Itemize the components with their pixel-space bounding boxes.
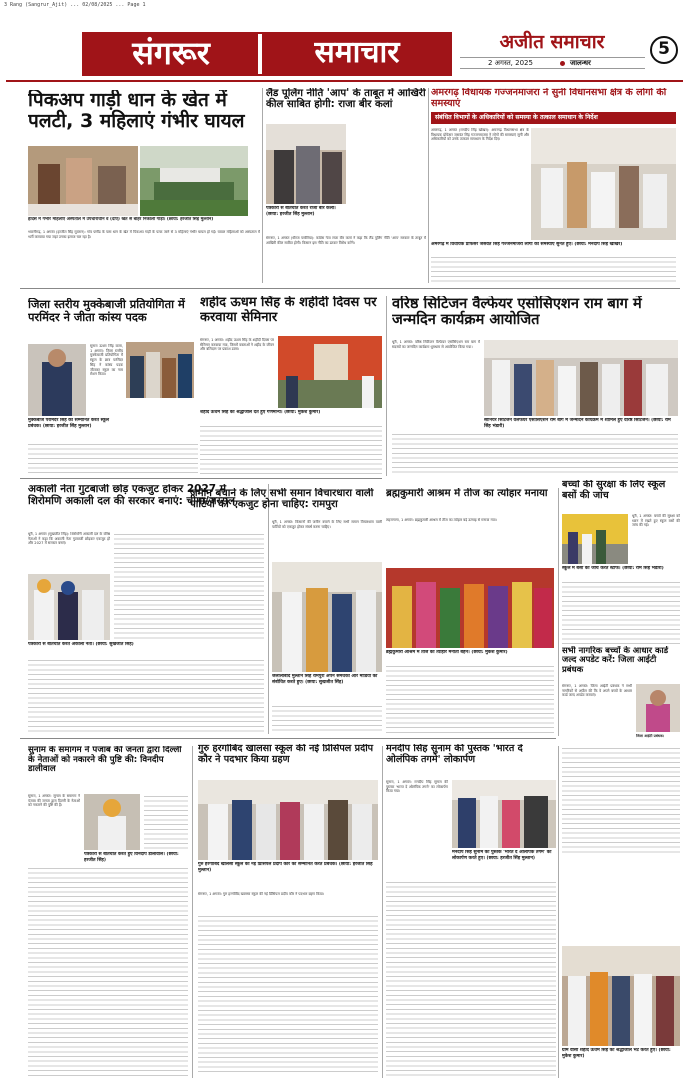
- masthead-divider: [258, 34, 262, 74]
- story7-headline: अकाली नेता गुटबाजी छोड़ एकजुट होकर 2027 में शिरोमणि अकाली दल की सरकार बनाएं: चीमा/जस्सल: [28, 484, 235, 507]
- story5-text-more: [200, 424, 382, 476]
- masthead: [82, 30, 682, 77]
- story8-text-more: [272, 704, 382, 734]
- story12-text: सुनाम, 1 अगस्त: सुनाम के समागम ने पंजाब की जनता द्वारा दिल्ली के नेताओं को नकारने की पुष्टि की है।: [28, 794, 80, 808]
- story9-caption: ब्रह्मकुमारी आश्रम में तीज का त्योहार मनातीं बहनें। (छाया: मुकेश कुमार): [386, 650, 508, 655]
- masthead-date-bar: [460, 57, 645, 69]
- story12-text-c: [28, 866, 188, 1076]
- story1-photo-truck: [140, 146, 248, 216]
- masthead-dot: [560, 61, 565, 66]
- story7-text-b: [114, 532, 264, 640]
- story1-photo: [28, 146, 138, 216]
- story13-headline: गुरु हरगोबिंद खालसा स्कूल की नई प्रिंसिपल प्रदीप कौर ने पदभार किया ग्रहण: [198, 744, 374, 765]
- story2-photo: [266, 124, 346, 204]
- top-strip: 3 Rang (Sangrur_Ajit) ... 02/08/2025 ... Page 1: [4, 2, 146, 8]
- story12-headline: सुनाम के समागम ने पंजाब की जनता द्वारा दिल्ली के नेताओं को नकारने की पुष्टि की: विनदीप डालीवाल: [28, 746, 182, 775]
- story14-col-divider: [558, 746, 559, 1078]
- story3-photo: [531, 128, 676, 240]
- story7-caption: पत्रकारों से बातचीत करते अकाली नेता। (छाया: सुखजीत सिंह): [28, 642, 134, 647]
- story10-text: धूरी, 1 अगस्त: बच्चों की सुरक्षा को ध्यान में रखते हुए स्कूल बसों की जांच की गई।: [632, 514, 680, 528]
- story12-caption: पत्रकारों से बातचीत करते हुए विनदीप डालीवाल। (छाया: हरजीत सिंह): [84, 852, 179, 863]
- story9-text: लहरागागा, 1 अगस्त: ब्रह्मकुमारी आश्रम में तीज का त्योहार बड़े उत्साह से मनाया गया।: [386, 518, 497, 522]
- story9-headline: ब्रह्मकुमारी आश्रम में तीज का त्योहार मनाया: [386, 488, 548, 499]
- story4-text-a: सुनाम ऊधम सिंह वाला, 1 अगस्त: जिला स्तरीय मुक्केबाजी प्रतियोगिता में स्कूल के छात्र परमिंदर सिंह ने कांस्य पदक जीतकर स्कूल का नाम रोशन किया।: [90, 344, 123, 377]
- story5-headline: शहीद ऊधम सिंह के शहीदी दिवस पर करवाया सेमिनार: [200, 296, 377, 325]
- story10-caption: स्कूल में बसों की जांच करते स्टाफ। (छाया: राम सिंह भंडारी): [562, 566, 664, 571]
- row-rule-3: [20, 738, 556, 739]
- story3-text: अमरगढ़, 1 अगस्त (मनदीप सिंह खोखर): अमरगढ़ विधानसभा क्षेत्र के विधायक प्रोफेसर जसवंत सिंह गज्जनमाजरा ने लोगों की समस्याएं सुनीं और अधिकारियों को उनके तत्काल समाधान के निर्देश दिए।: [431, 128, 529, 142]
- story3-subheadline: संबंधित विभागों के अधिकारियों को समस्या के तत्काल समाधान के निर्देश: [435, 114, 598, 121]
- story14-headline: मनदीप सिंह सुनाम की पुस्तक 'भारत दे ओलंपिक तगमे' लोकार्पण: [386, 744, 523, 765]
- story2-col-divider: [428, 88, 429, 283]
- story15-photo: [562, 946, 680, 1046]
- story12-text-b: [144, 794, 188, 850]
- story12-col-divider: [192, 746, 193, 1078]
- story11-photo: [636, 684, 680, 732]
- story2-headline: लैंड पूलिंग नीति 'आप' के ताबूत में आखिरी कील साबित होगी: राजा बीर कलां: [266, 88, 426, 111]
- story7-col-divider: [268, 484, 269, 734]
- story8-caption: जलालाबाद मुल्तान सिंह रामपुरा अपने समर्थकों और मीडिया को संबोधित करते हुए। (छाया: सुखजीत सिंह): [272, 674, 378, 685]
- story1-text: भवानीगढ़, 1 अगस्त (हरजीत सिंह मुल्तान): गांव फ्लौंड के पास धान के खेत में पिकअप गाड़ी के पलट जाने से 3 महिलाएं गंभीर घायल हो गई। घायल महिलाओं को अस्पताल में भर्ती करवाया गया जहां उनका इलाज चल रहा है।: [28, 230, 260, 239]
- story14-photo: [452, 780, 556, 848]
- story4-headline: जिला स्तरीय मुक्केबाजी प्रतियोगिता में परमिंदर ने जीता कांस्य पदक: [28, 298, 185, 324]
- story9-col-divider: [558, 488, 559, 736]
- masthead-right-word: समाचार: [314, 35, 400, 70]
- row-rule-1: [20, 288, 680, 289]
- story13-text-more: [198, 914, 378, 1076]
- story11-headline: सभी नागरिक बच्चों के आधार कार्ड जल्द अपडेट करें: जिला आईटी प्रबंधक: [562, 646, 669, 674]
- story6-headline: वरिष्ठ सिटिजन वैल्फेयर एसोसिएशन राम बाग में जन्मदिन कार्यक्रम आयोजित: [392, 296, 642, 329]
- story10-photo: [562, 514, 628, 564]
- story3-headline: अमरगढ़ विधायक गज्जनमाजरा ने सुनी विधानसभा क्षेत्र के लोगों की समस्याएं: [431, 88, 667, 109]
- story7-text-c: [28, 658, 264, 732]
- story15-caption: ग्राम वासी शहीद ऊधम सिंह को श्रद्धांजलि भेंट करते हुए। (छाया: मुकेश कुमार): [562, 1048, 671, 1059]
- story11-text-more: [562, 746, 680, 856]
- story2-caption: पत्रकारों से बातचीत करते राजा बीर कलां। (छाया: हरजीत सिंह मुल्तान): [266, 206, 336, 217]
- story2-text: संगरूर, 1 अगस्त (धीरज पसोरिया): कांग्रेस नेता राजा बीर कलां ने कहा कि लैंड पूलिंग नीति 'आप' सरकार के ताबूत में आखिरी कील साबित होगी। किसान इस नीति का डटकर विरोध करेंगे।: [266, 236, 426, 245]
- masthead-left-word: संगरूर: [132, 34, 210, 72]
- story3-subheadline-bar: [431, 112, 676, 124]
- story13-photo: [198, 780, 378, 860]
- story1-caption: हादसे में गंभीर महिलाएं अस्पताल में उपचाराधीन व (दाएं) खेत से बाहर निकाली गाड़ी। (छाया: हरजीत सिंह मुल्तान): [28, 217, 214, 222]
- masthead-paper-name: अजीत समाचार: [499, 31, 605, 53]
- story9-photo: [386, 568, 554, 648]
- story8-photo: [272, 562, 382, 672]
- story11-text: संगरूर, 1 अगस्त: जिला आईटी प्रबंधक ने सभी नागरिकों से अपील की कि वे अपने बच्चों के आधार कार्ड जल्द अपडेट करवाएं।: [562, 684, 632, 698]
- story6-caption: सीनियर सिटिजन वेलफेयर एसोसिएशन राम बाग में जन्मदिन कार्यक्रम में शामिल हुए वरिष्ठ सिटिजन। (छाया: राम सिंह भंडारी): [484, 418, 671, 429]
- story6-photo: [484, 340, 678, 416]
- story3-caption: अमरगढ़ में विधायक प्रोफेसर जसवंत सिंह गज्जनमाजरा लोगों की समस्याएं सुनते हुए। (छाया: मनदीप सिंह खोखर): [431, 242, 623, 247]
- story5-text: संगरूर, 1 अगस्त: शहीद ऊधम सिंह के शहीदी दिवस पर सेमिनार करवाया गया, जिसमें वक्ताओं ने शहीद के जीवन और बलिदान पर प्रकाश डाला।: [200, 338, 274, 352]
- story5-col-divider: [386, 296, 387, 476]
- page-number-badge: 5: [650, 36, 678, 64]
- masthead-date: 2 अगस्त, 2025: [488, 59, 533, 67]
- story6-text: धूरी, 1 अगस्त: वरिष्ठ सिटिजन वैल्फेयर एसोसिएशन राम बाग में सदस्यों का जन्मदिन कार्यक्रम धूमधाम से आयोजित किया गया।: [392, 340, 480, 349]
- story14-text: सुनाम, 1 अगस्त: मनदीप सिंह सुनाम की पुस्तक 'भारत दे ओलंपिक तगमे' का लोकार्पण किया गया।: [386, 780, 448, 794]
- story14-text-more: [386, 880, 556, 1076]
- story7-text-a: धूरी, 1 अगस्त (सुखजीत सिंह): शिरोमणि अकाली दल के वरिष्ठ नेताओं ने कहा कि अकाली नेता गुटबाजी छोड़कर एकजुट हों और 2027 में सरकार बनाएं।: [28, 532, 110, 546]
- story5-photo: [278, 336, 382, 408]
- story13-text: संगरूर, 1 अगस्त: गुरु हरगोबिंद खालसा स्कूल की नई प्रिंसिपल प्रदीप कौर ने पदभार ग्रहण किया।: [198, 892, 325, 896]
- masthead-rule: [6, 80, 683, 82]
- story11-caption: जिला आईटी प्रबंधक।: [636, 734, 665, 738]
- story4-caption: मुक्केबाज परमिंदर सिंह को सम्मानित करते स्कूल प्रबंधक। (छाया: हरजीत सिंह मुल्तान): [28, 418, 110, 429]
- story5-caption: शहीद ऊधम सिंह को श्रद्धांजलि देते हुए गणमान्य। (छाया: मुकेश कुमार): [200, 410, 321, 415]
- story6-text-more: [392, 432, 678, 476]
- story8-text: धूरी, 1 अगस्त: किसानों की जमीन बचाने के लिए सभी समान विचारधारा वाली पार्टियों को एकजुट होकर संघर्ष करना चाहिए।: [272, 520, 382, 529]
- story9-text-more: [386, 664, 554, 734]
- story7-photo: [28, 574, 110, 640]
- row-rule-2: [20, 478, 382, 479]
- story4-text-b: [28, 442, 198, 476]
- story10-text-more: [562, 580, 680, 644]
- story13-caption: गुरु हरगोबिंद खालसा स्कूल की नई प्रिंसिपल प्रदीप कौर को सम्मानित करते प्रबंधक। (छाया: हरजीत सिंह मुल्तान): [198, 862, 373, 873]
- story4-photo: [28, 344, 86, 416]
- story4-photo-group: [126, 342, 194, 398]
- story8-headline: जमीन बचाने के लिए सभी समान विचारधारा वाली पार्टियों को एकजुट होना चाहिए: रामपुरा: [190, 488, 374, 511]
- masthead-city: जालन्धर: [570, 59, 591, 67]
- story10-headline: बच्चों की सुरक्षा के लिए स्कूल बसों की जांच: [562, 480, 666, 501]
- story14-caption: मनदीप सिंह सुनाम की पुस्तक 'भारत दे ओलंपिक तगमे' का लोकार्पण करते हुए। (छाया: हरजीत सिंह मुल्तान): [452, 850, 552, 861]
- story12-photo: [84, 794, 140, 850]
- masthead-banner: [82, 32, 452, 76]
- story1-headline: पिकअप गाड़ी धान के खेत में पलटी, 3 महिलाएं गंभीर घायल: [28, 90, 245, 133]
- story13-col-divider: [382, 746, 383, 1078]
- story3-text-more: [431, 255, 676, 283]
- story1-col-divider: [262, 88, 263, 283]
